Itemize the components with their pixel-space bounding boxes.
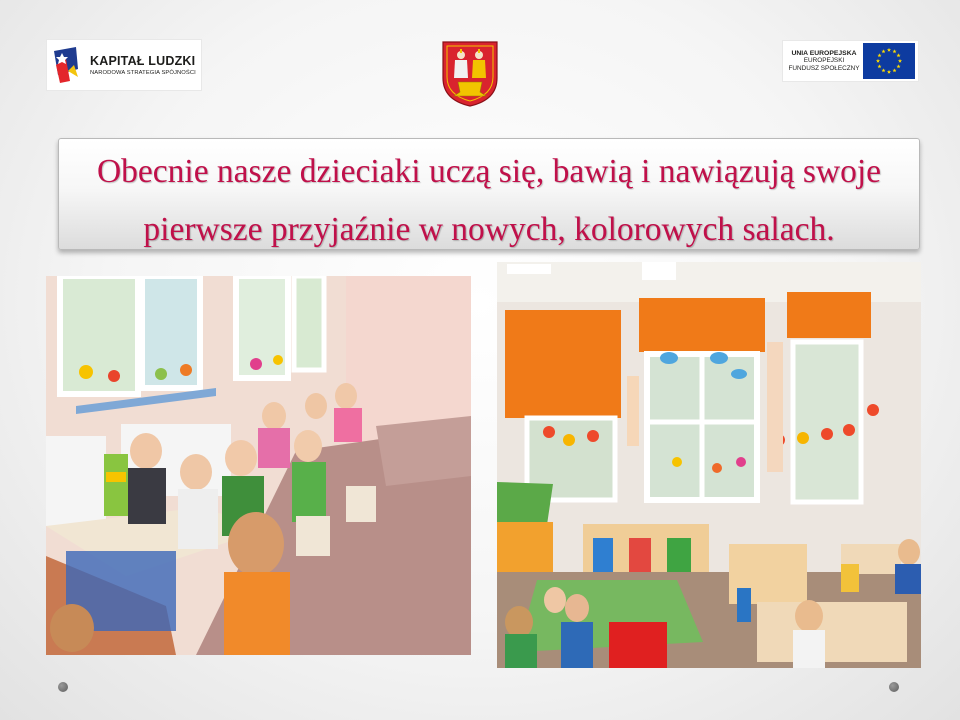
slide-dot-icon [889,682,899,692]
municipal-coat-of-arms [440,40,500,108]
slide-title: Obecnie nasze dzieciaki uczą się, bawią i nawiązują swoje pierwsze przyjaźnie w nowych, kolorowych salach. [96,153,882,248]
eu-social-fund-logo [782,40,919,82]
eu-flag-icon [863,43,915,79]
slide-dot-icon [58,682,68,692]
children-at-table-image [46,276,471,655]
slide-title-box [58,138,920,250]
kapital-ludzki-subtitle: NARODOWA STRATEGIA SPÓJNOŚCI [90,70,196,76]
kapital-ludzki-logo [46,39,202,91]
children-at-table-photo [46,276,471,655]
coat-of-arms-icon [440,40,500,108]
classroom-photo [497,262,921,668]
kapital-ludzki-title: KAPITAŁ LUDZKI [90,54,196,68]
kapital-ludzki-emblem-icon [52,45,82,85]
eu-line-3: FUNDUSZ SPOŁECZNY [788,64,860,72]
eu-line-1: UNIA EUROPEJSKA [791,49,857,57]
classroom-image [497,262,921,668]
eu-line-2: EUROPEJSKI [803,57,845,65]
